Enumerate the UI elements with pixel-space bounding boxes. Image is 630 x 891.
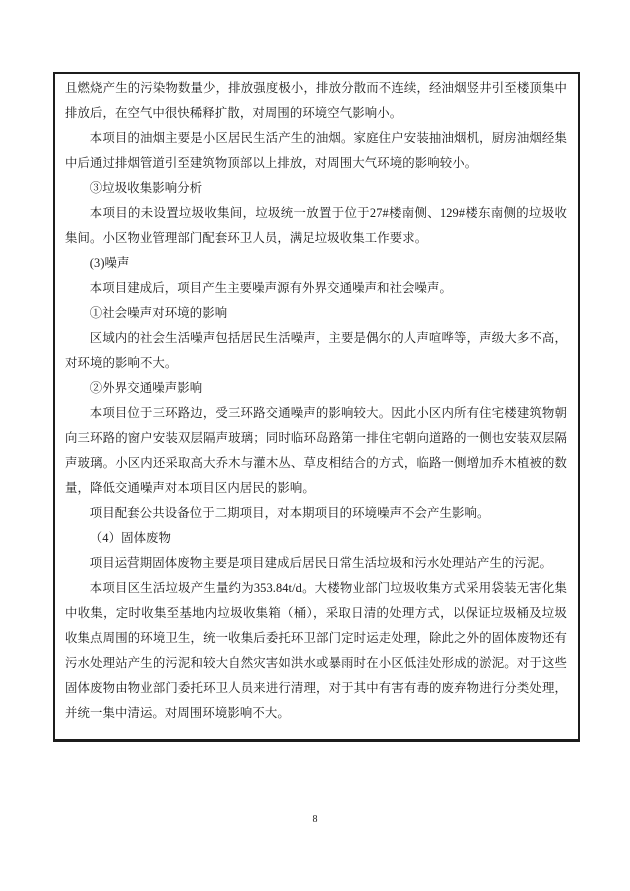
paragraph: 且燃烧产生的污染物数量少，排放强度极小，排放分散而不连续，经油烟竖井引至楼顶集中排放后，在空气中很快稀释扩散，对周围的环境空气影响小。 — [65, 81, 567, 120]
paragraph: 项目配套公共设备位于二期项目，对本期项目的环境噪声不会产生影响。 — [89, 506, 490, 520]
report-table-cell — [53, 72, 580, 742]
paragraph: 本项目的油烟主要是小区居民生活产生的油烟。家庭住户安装抽油烟机，厨房油烟经集中后通过排烟管道引至建筑物顶部以上排放，对周围大气环境的影响较小。 — [65, 131, 567, 170]
paragraph: 本项目的未设置垃圾收集间，垃圾统一放置于位于27#楼南侧、129#楼东南侧的垃圾收集间。小区物业管理部门配套环卫人员，满足垃圾收集工作要求。 — [65, 206, 567, 245]
page-number-label: 8 — [312, 814, 318, 825]
paragraph: (3)噪声 — [89, 256, 130, 270]
paragraph: 本项目建成后，项目产生主要噪声源有外界交通噪声和社会噪声。 — [89, 281, 453, 295]
paragraph: ③垃圾收集影响分析 — [89, 181, 203, 195]
paragraph: ②外界交通噪声影响 — [89, 381, 203, 395]
paragraph: ①社会噪声对环境的影响 — [89, 306, 228, 320]
paragraph: 本项目位于三环路边，受三环路交通噪声的影响较大。因此小区内所有住宅楼建筑物朝向三环路的窗户安装双层隔声玻璃；同时临环岛路第一排住宅朝向道路的一侧也安装双层隔声玻璃。小区内还采取高大乔木与灌木丛、草皮相结合的方式，临路一侧增加乔木植被的数量，降低交通噪声对本项目区内居民的影响。 — [65, 406, 567, 495]
paragraph: 项目运营期固体废物主要是项目建成后居民日常生活垃圾和污水处理站产生的污泥。 — [89, 556, 552, 570]
paragraph: 区域内的社会生活噪声包括居民生活噪声，主要是偶尔的人声喧哗等，声级大多不高，对环境的影响不大。 — [65, 331, 567, 370]
paragraph: 本项目区生活垃圾产生量约为353.84t/d。大楼物业部门垃圾收集方式采用袋装无害化集中收集，定时收集至基地内垃圾收集箱（桶），采取日清的处理方式，以保证垃圾桶及垃圾收集点周围的环境卫生，统一收集后委托环卫部门定时运走处理，除此之外的固体废物还有污水处理站产生的污泥和较大自然灾害如洪水或暴雨时在小区低洼处形成的淤泥。对于这些固体废物由物业部门委托环卫人员来进行清理，对于其中有害有毒的废弃物进行分类处理，并统一集中清运。对周围环境影响不大。 — [65, 581, 567, 720]
paragraph: （4）固体废物 — [89, 531, 172, 545]
